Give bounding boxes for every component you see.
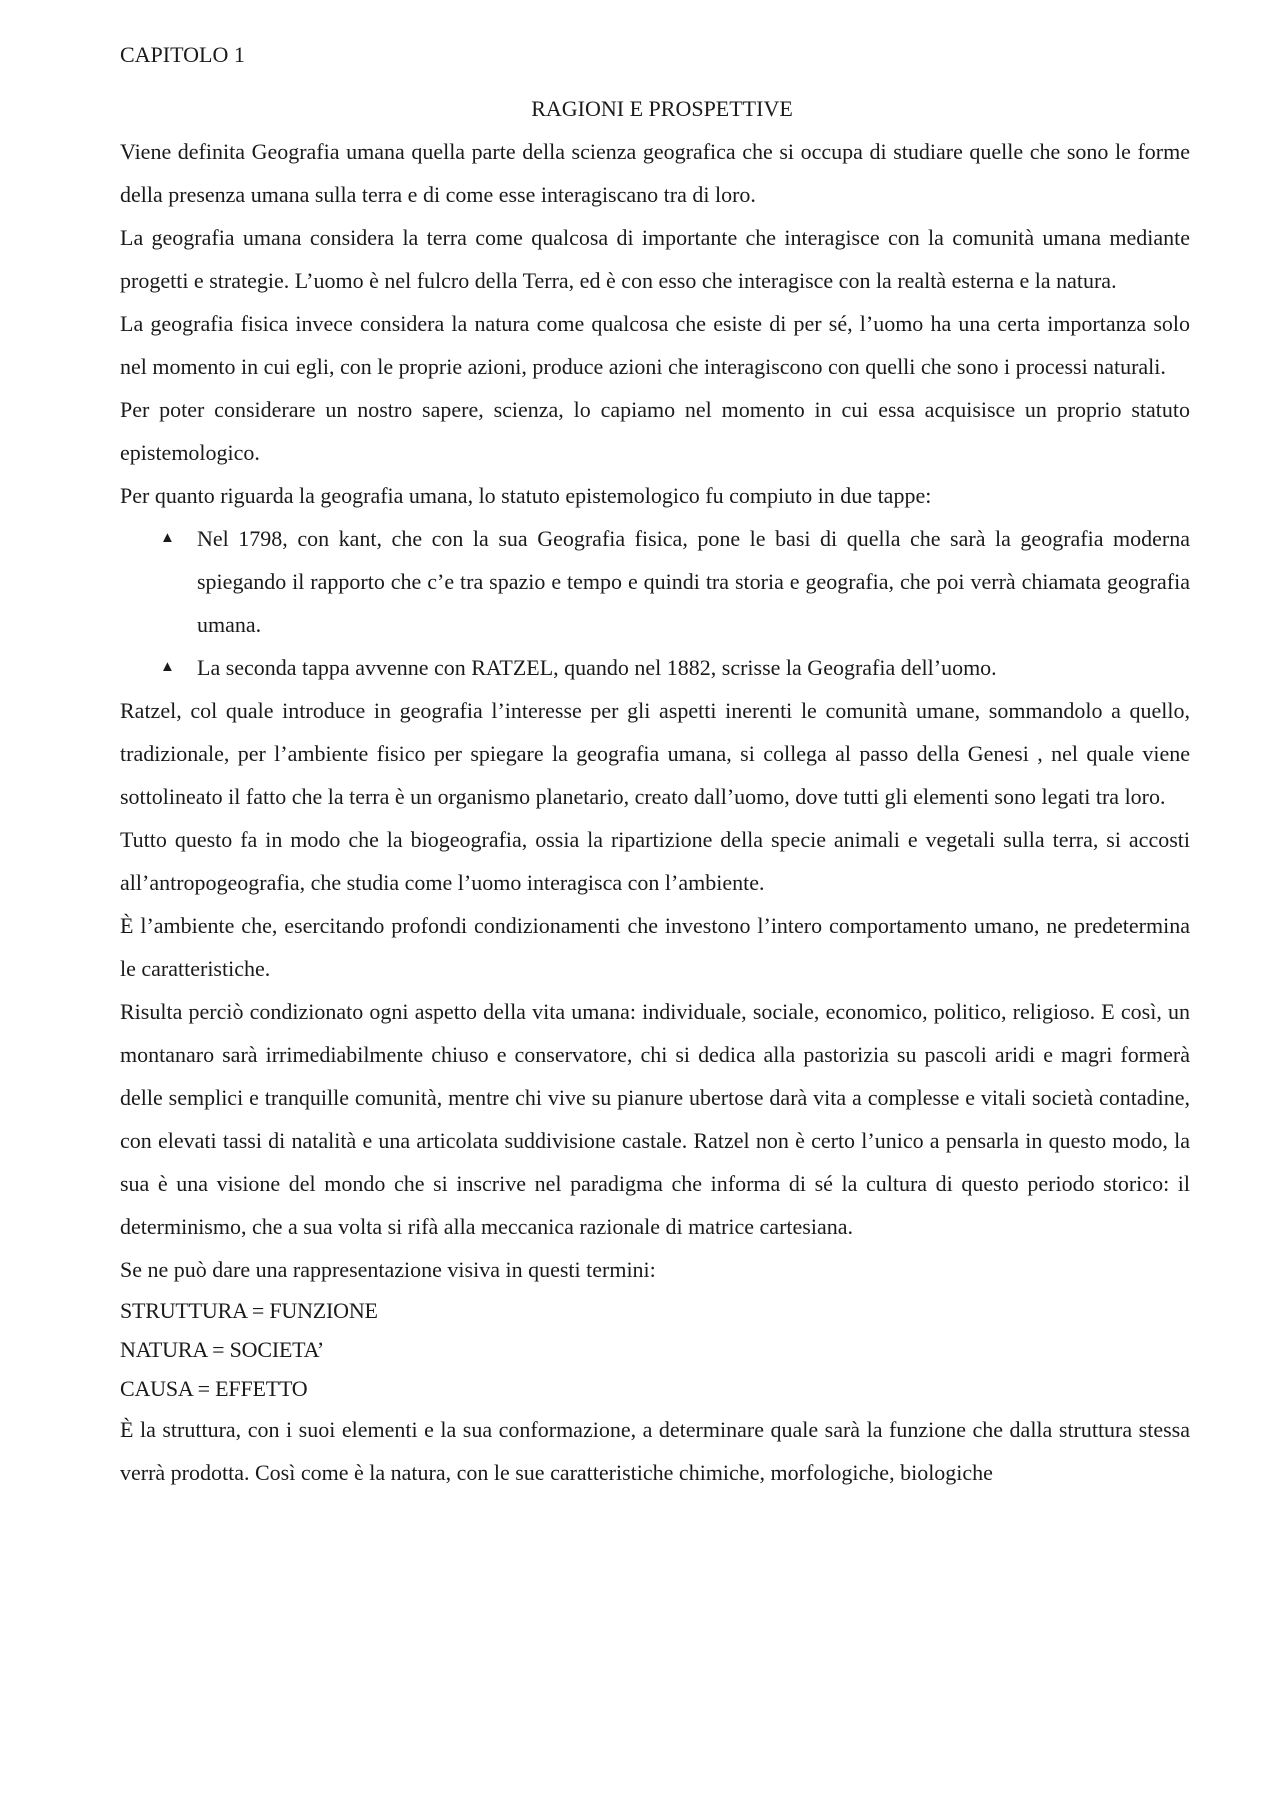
paragraph-body-1: Ratzel, col quale introduce in geografia l’interesse per gli aspetti inerenti le comunità umane, sommandolo a quello, tradizionale, per l’ambiente fisico per spiegare la geografia umana, si collega al passo della Genesi , nel quale viene sottolineato il fatto che la terra è un organismo planetario, creato dall’uomo, dove tutti gli elementi sono legati tra loro.: [120, 698, 1190, 809]
paragraph-intro-1: Viene definita Geografia umana quella parte della scienza geografica che si occupa di studiare quelle che sono le forme della presenza umana sulla terra e di come esse interagiscano tra di loro.: [120, 139, 1190, 207]
triangle-bullet-icon: ▲: [160, 659, 175, 675]
formula-line: STRUTTURA = FUNZIONE: [120, 1298, 378, 1323]
list-item-text: Nel 1798, con kant, che con la sua Geografia fisica, pone le basi di quella che sarà la geografia moderna spiegando il rapporto che c’e tra spazio e tempo e quindi tra storia e geografia, che poi verrà chiamata geografia umana.: [197, 526, 1190, 637]
paragraph-intro-3: La geografia fisica invece considera la natura come qualcosa che esiste di per sé, l’uomo ha una certa importanza solo nel momento in cui egli, con le proprie azioni, produce azioni che interagiscono con quelli che sono i processi naturali.: [120, 311, 1190, 379]
list-item: [160, 646, 1190, 689]
paragraph-final: È la struttura, con i suoi elementi e la sua conformazione, a determinare quale sarà la funzione che dalla struttura stessa verrà prodotta. Così come è la natura, con le sue caratteristiche chimiche, morfologiche, biologiche: [120, 1417, 1190, 1485]
triangle-bullet-icon: ▲: [160, 530, 175, 546]
paragraph-intro-2: La geografia umana considera la terra come qualcosa di importante che interagisce con la comunità umana mediante progetti e strategie. L’uomo è nel fulcro della Terra, ed è con esso che interagisce con la realtà esterna e la natura.: [120, 225, 1190, 293]
paragraph-body-2: Tutto questo fa in modo che la biogeografia, ossia la ripartizione della specie animali e vegetali sulla terra, si accosti all’antropogeografia, che studia come l’uomo interagisca con l’ambiente.: [120, 827, 1190, 895]
paragraph-body-5: Se ne può dare una rappresentazione visiva in questi termini:: [120, 1257, 656, 1282]
paragraph-intro-4: Per poter considerare un nostro sapere, scienza, lo capiamo nel momento in cui essa acquisisce un proprio statuto epistemologico.: [120, 397, 1190, 465]
list-item-text: La seconda tappa avvenne con RATZEL, quando nel 1882, scrisse la Geografia dell’uomo.: [197, 655, 997, 680]
bullet-list: [120, 517, 1190, 689]
formula-line: CAUSA = EFFETTO: [120, 1376, 308, 1401]
formula-line: NATURA = SOCIETA’: [120, 1337, 325, 1362]
paragraph-intro-5: Per quanto riguarda la geografia umana, lo statuto epistemologico fu compiuto in due tappe:: [120, 483, 932, 508]
chapter-label: CAPITOLO 1: [120, 42, 245, 67]
paragraph-body-4: Risulta perciò condizionato ogni aspetto della vita umana: individuale, sociale, economico, politico, religioso. E così, un montanaro sarà irrimediabilmente chiuso e conservatore, chi si dedica alla pastorizia su pascoli aridi e magri formerà delle semplici e tranquille comunità, mentre chi vive su pianure ubertose darà vita a complesse e vitali società contadine, con elevati tassi di natalità e una articolata suddivisione castale. Ratzel non è certo l’unico a pensarla in questo modo, la sua è una visione del mondo che si inscrive nel paradigma che informa di sé la cultura di questo periodo storico: il determinismo, che a sua volta si rifà alla meccanica razionale di matrice cartesiana.: [120, 999, 1190, 1239]
section-title: RAGIONI E PROSPETTIVE: [531, 96, 793, 121]
paragraph-body-3: È l’ambiente che, esercitando profondi condizionamenti che investono l’intero comportamento umano, ne predetermina le caratteristiche.: [120, 913, 1190, 981]
list-item: [160, 517, 1190, 646]
